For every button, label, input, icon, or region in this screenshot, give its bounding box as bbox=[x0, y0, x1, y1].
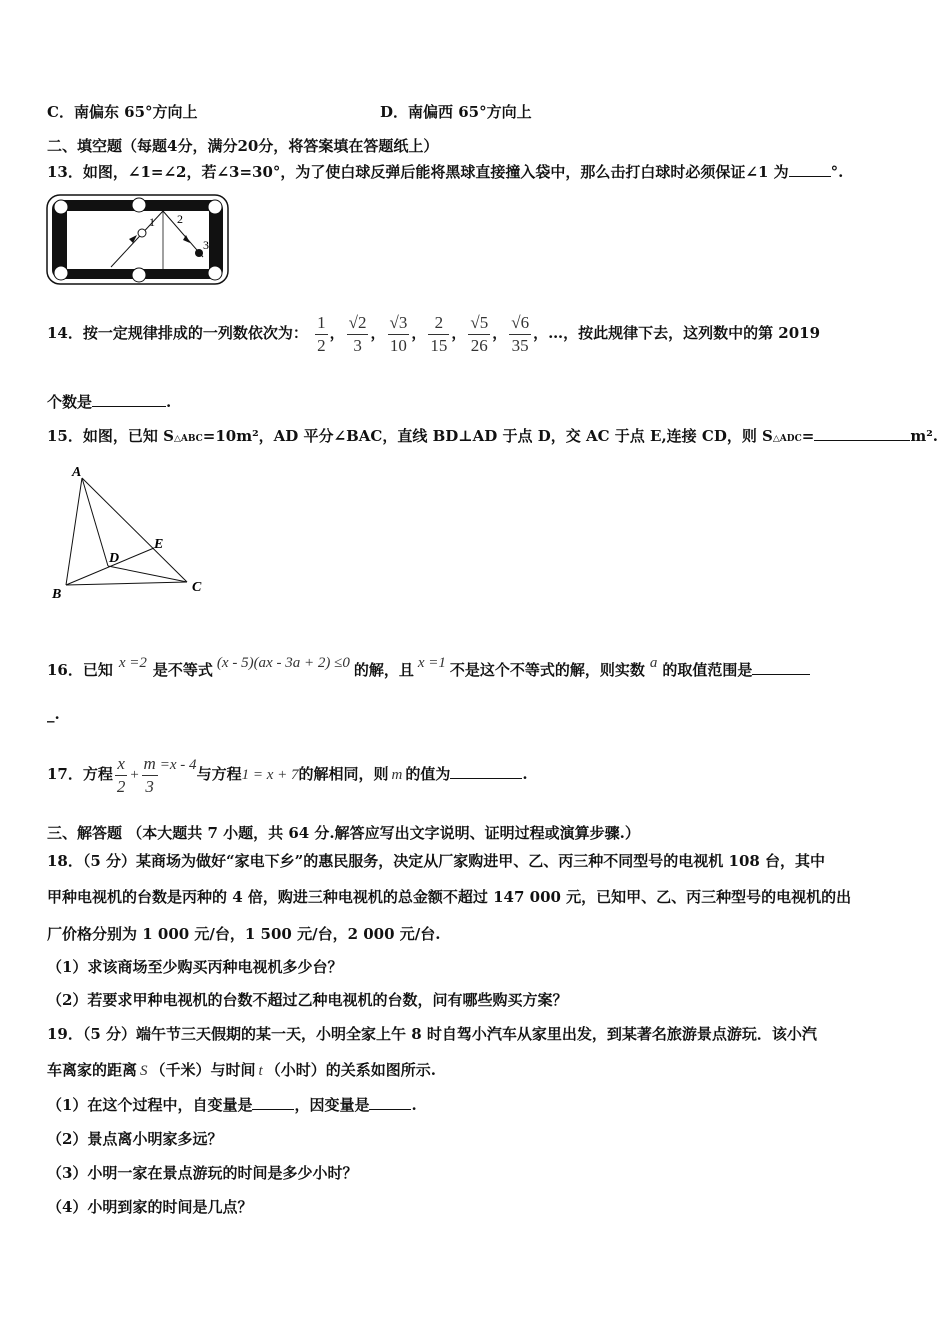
angle-label-1: 1 bbox=[149, 215, 155, 229]
q17-m: m bbox=[391, 767, 403, 783]
q19-var-t: t bbox=[258, 1063, 263, 1079]
q16-e: 的取值范围是 bbox=[662, 661, 753, 679]
q17-frac-m-num: m bbox=[142, 753, 158, 776]
q14-frac6-den: 35 bbox=[511, 335, 529, 355]
q14-fraction-5 bbox=[468, 312, 490, 357]
q16-text bbox=[47, 648, 810, 685]
q14-frac3-num: √3 bbox=[388, 312, 410, 335]
section2-title: 二、填空题（每题4分，满分20分，将答案填在答题纸上） bbox=[47, 137, 439, 155]
q19-part1 bbox=[47, 1095, 417, 1115]
q15-sub-abc: △ABC bbox=[173, 434, 203, 444]
q15-text-a: 15．如图，已知 S bbox=[47, 427, 174, 445]
q12-option-d: D．南偏西 65°方向上 bbox=[380, 103, 532, 121]
q18-part2: （2）若要求甲种电视机的台数不超过乙种电视机的台数，问有哪些购买方案？ bbox=[47, 991, 568, 1009]
q15-text-c: = bbox=[801, 427, 815, 445]
vertex-label-a: A bbox=[72, 465, 82, 480]
q19-part2: （2）景点离小明家多远？ bbox=[47, 1130, 223, 1148]
q19-line2 bbox=[47, 1060, 436, 1081]
q17-d: 的值为 bbox=[405, 765, 451, 783]
q14-fraction-2 bbox=[347, 312, 369, 357]
q19-line2a: 车离家的距离 bbox=[47, 1061, 138, 1079]
q19-blank-independent bbox=[252, 1095, 294, 1110]
q14-answer-blank bbox=[92, 392, 166, 407]
q14-frac3-den: 10 bbox=[389, 335, 407, 355]
q14-line2 bbox=[47, 392, 171, 412]
side-bc bbox=[66, 582, 187, 585]
q19-var-s: S bbox=[140, 1063, 148, 1079]
q17-text bbox=[47, 740, 528, 800]
q14-frac5-num: √5 bbox=[468, 312, 490, 335]
q19-part4: （4）小明到家的时间是几点？ bbox=[47, 1198, 253, 1216]
q14-prefix: 14．按一定规律排成的一列数依次为： bbox=[47, 324, 308, 342]
segment-dc bbox=[108, 566, 187, 582]
q16-answer-blank bbox=[752, 660, 810, 675]
white-ball bbox=[138, 229, 146, 237]
point-label-e: E bbox=[154, 537, 164, 552]
q18-line3: 厂价格分别为 1 000 元/台，1 500 元/台，2 000 元/台. bbox=[47, 925, 441, 943]
q16-d: 不是这个不等式的解，则实数 bbox=[449, 661, 645, 679]
q19-line2c: （小时）的关系如图所示. bbox=[265, 1061, 436, 1079]
q14-frac6-num: √6 bbox=[509, 312, 531, 335]
q16-c: 的解，且 bbox=[353, 661, 414, 679]
q17-c: 的解相同，则 bbox=[298, 765, 389, 783]
section3-title: 三、解答题 （本大题共 7 小题，共 64 分.解答应写出文字说明、证明过程或演算步骤.） bbox=[47, 824, 640, 842]
q15-answer-blank bbox=[814, 426, 910, 441]
q14-fraction-1 bbox=[315, 312, 328, 357]
q16-inequality: (x - 5)(ax - 3a + 2) ≤0 bbox=[216, 655, 350, 671]
q14-frac1-num: 1 bbox=[315, 312, 328, 335]
q19-line2b: （千米）与时间 bbox=[150, 1061, 256, 1079]
q16-b: 是不等式 bbox=[152, 661, 213, 679]
angle-label-2: 2 bbox=[177, 212, 183, 226]
q12-option-c: C．南偏东 65°方向上 bbox=[47, 103, 198, 121]
q19-line1: 19．（5 分）端午节三天假期的某一天，小明全家上午 8 时自驾小汽车从家里出发，到某著名旅游景点游玩．该小汽 bbox=[47, 1025, 817, 1043]
q17-answer-blank bbox=[450, 764, 522, 779]
angle-label-3: 3 bbox=[203, 238, 209, 252]
q13-question: 13．如图，∠1=∠2，若∠3=30°，为了使白球反弹后能将黑球直接撞入袋中，那么击打白球时必须保证∠1 为 bbox=[47, 163, 789, 181]
q19-part3: （3）小明一家在景点游玩的时间是多少小时？ bbox=[47, 1164, 358, 1182]
q17-plus: + bbox=[129, 767, 140, 783]
q14-frac4-den: 15 bbox=[430, 335, 448, 355]
billiard-table-figure bbox=[45, 193, 231, 287]
q17-fraction-m bbox=[142, 753, 158, 798]
q15-text-d: m². bbox=[910, 427, 939, 445]
q14-line2-tail: . bbox=[166, 393, 172, 411]
q18-line1: 18．（5 分）某商场为做好“家电下乡”的惠民服务，决定从厂家购进甲、乙、丙三种不同型号的电视机 108 台，其中 bbox=[47, 852, 826, 870]
point-label-d: D bbox=[109, 551, 120, 566]
q18-part1: （1）求该商场至少购买丙种电视机多少台？ bbox=[47, 958, 343, 976]
q14-frac2-num: √2 bbox=[347, 312, 369, 335]
pocket-bottom-middle bbox=[132, 268, 146, 282]
q18-line2: 甲种电视机的台数是丙种的 4 倍，购进三种电视机的总金额不超过 147 000 元，已知甲、乙、丙三种型号的电视机的出 bbox=[47, 888, 852, 906]
q14-text: 14．按一定规律排成的一列数依次为： $\frac{1}{2}$ ， $\frac{√2}{3}$ ， $\frac{√3}{10}$ ， $\frac{2}{15}$ ， $\frac{√5}{26}$ ， $\frac{√6}{35}$ ，…，按此规律下去，这列数中的第 2019 bbox=[47, 312, 821, 355]
q14-fraction-4 bbox=[428, 312, 449, 357]
q19-part1b: ，因变量是 bbox=[294, 1096, 370, 1114]
q19-part1a: （1）在这个过程中，自变量是 bbox=[47, 1096, 253, 1114]
q13-text bbox=[47, 162, 843, 182]
pocket-bottom-right bbox=[208, 266, 222, 280]
q17-frac-x-num: x bbox=[115, 753, 128, 776]
pocket-bottom-left bbox=[54, 266, 68, 280]
q14-frac2-den: 3 bbox=[353, 335, 362, 355]
q14-fraction-6 bbox=[509, 312, 531, 357]
side-ab bbox=[66, 478, 82, 585]
q17-a: 17．方程 bbox=[47, 765, 113, 783]
q13-answer-blank bbox=[789, 162, 831, 177]
q14-frac5-den: 26 bbox=[470, 335, 488, 355]
q17-e: . bbox=[522, 765, 528, 783]
q16-math-a: a bbox=[649, 655, 658, 671]
q16-math-x2: x =2 bbox=[118, 655, 147, 671]
q14-frac1-den: 2 bbox=[317, 335, 326, 355]
pocket-top-right bbox=[208, 200, 222, 214]
q17-b: 与方程 bbox=[196, 765, 242, 783]
vertex-label-c: C bbox=[192, 580, 202, 595]
triangle-figure bbox=[46, 462, 216, 604]
q16-a: 16．已知 bbox=[47, 661, 113, 679]
q17-frac-m-den: 3 bbox=[145, 776, 154, 796]
q14-suffix: ，…，按此规律下去，这列数中的第 2019 bbox=[533, 324, 821, 342]
q13-tail: °. bbox=[830, 163, 844, 181]
q14-fraction-3 bbox=[388, 312, 410, 357]
q16-line2: _. bbox=[47, 705, 60, 723]
q17-rhs: =x - 4 bbox=[159, 757, 197, 773]
q15-text bbox=[47, 426, 938, 449]
q19-part1c: . bbox=[411, 1096, 417, 1114]
q14-line2-text: 个数是 bbox=[47, 393, 93, 411]
q15-text-b: =10m²，AD 平分∠BAC，直线 BD⊥AD 于点 D，交 AC 于点 E,连接 CD，则 S bbox=[202, 427, 773, 445]
black-ball bbox=[195, 249, 203, 257]
q17-fraction-x bbox=[115, 753, 128, 798]
pocket-top-left bbox=[54, 200, 68, 214]
q19-blank-dependent bbox=[369, 1095, 411, 1110]
q17-eq2: 1 = x + 7 bbox=[241, 767, 299, 783]
q17-frac-x-den: 2 bbox=[116, 776, 126, 796]
q16-math-x1: x =1 bbox=[417, 655, 446, 671]
vertex-label-b: B bbox=[52, 587, 62, 602]
pocket-top-middle bbox=[132, 198, 146, 212]
q14-frac4-num: 2 bbox=[428, 312, 449, 335]
q15-sub-adc: △ADC bbox=[772, 434, 802, 444]
